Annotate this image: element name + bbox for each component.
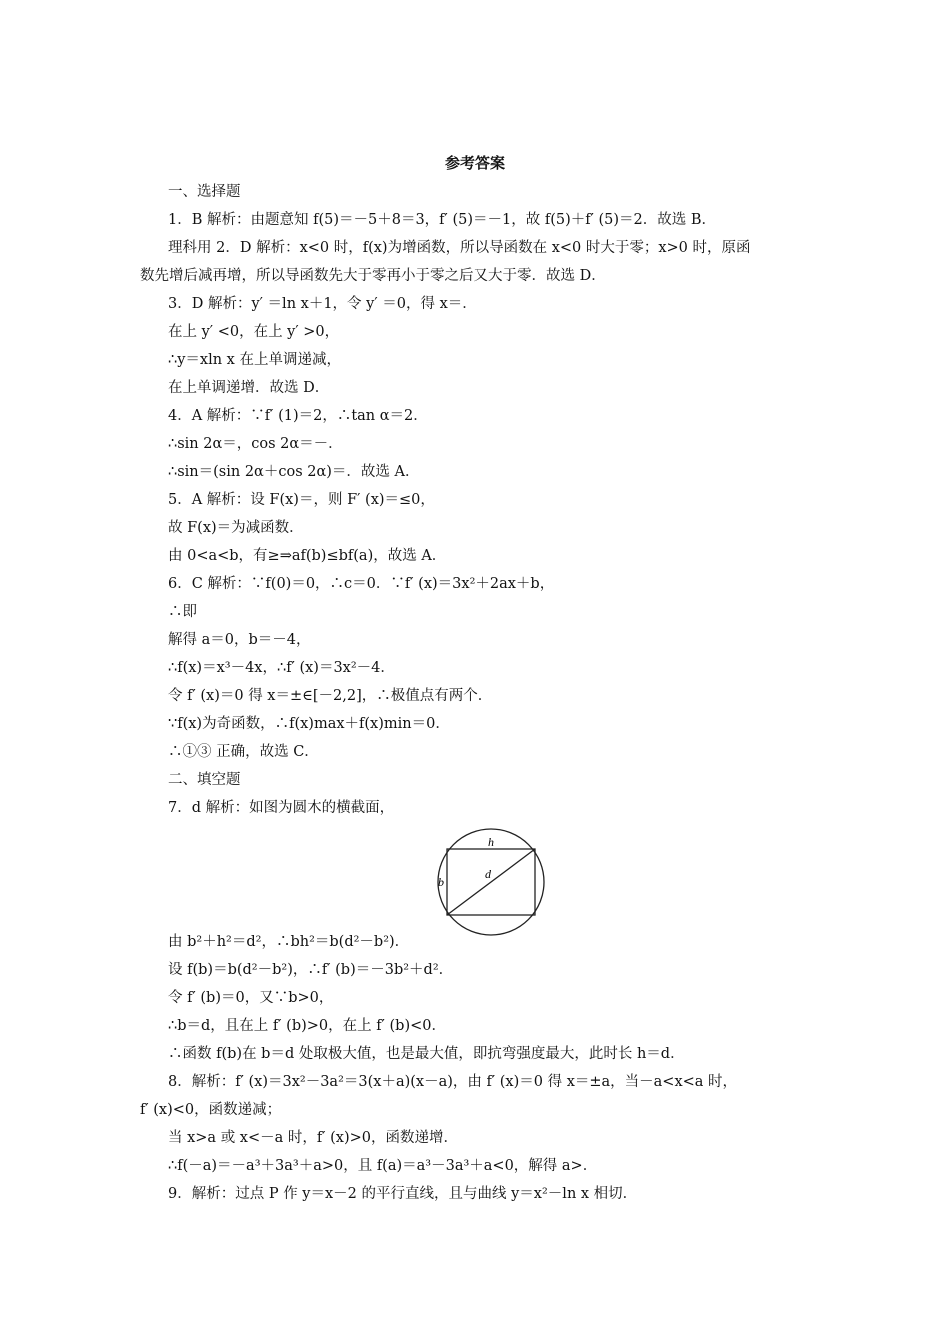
circle-rectangle-figure	[436, 827, 546, 937]
label-h: h	[488, 835, 494, 849]
answer-line: 由 b²＋h²＝d²，∴bh²＝b(d²－b²)．	[168, 934, 410, 950]
answer-line: 5．A 解析：设 F(x)＝，则 F′ (x)＝≤0，	[168, 492, 435, 508]
answer-line: ∴b＝d，且在上 f′ (b)>0，在上 f′ (b)<0．	[168, 1018, 446, 1034]
answer-line: 数先增后减再增，所以导函数先大于零再小于零之后又大于零．故选 D．	[140, 268, 606, 284]
answer-line: ∵f(x)为奇函数，∴f(x)max＋f(x)min＝0．	[168, 716, 450, 732]
diagonal-line	[447, 849, 535, 915]
answer-line: 3．D 解析：y′ ＝ln x＋1，令 y′ ＝0，得 x＝．	[168, 296, 477, 312]
answer-line: ∴①③ 正确，故选 C．	[168, 744, 319, 760]
answer-line: f′ (x)<0，函数递减；	[140, 1102, 282, 1118]
label-b: b	[438, 875, 444, 889]
answer-line: ∴f(－a)＝－a³＋3a³＋a>0，且 f(a)＝a³－3a³＋a<0，解得 a>．	[168, 1158, 598, 1174]
answer-line: 4．A 解析：∵f′ (1)＝2，∴tan α＝2．	[168, 408, 428, 424]
answer-line: 由 0<a<b，有≥⇒af(b)≤bf(a)，故选 A．	[168, 548, 447, 564]
answer-line: ∴f(x)＝x³－4x，∴f′ (x)＝3x²－4．	[168, 660, 395, 676]
answer-line: ∴y＝xln x 在上单调递减，	[168, 352, 341, 368]
answer-line: ∴sin＝(sin 2α＋cos 2α)＝．故选 A．	[168, 464, 420, 480]
answer-line: ∴即	[168, 604, 197, 620]
page-title: 参考答案	[444, 154, 505, 172]
answer-line: 解得 a＝0，b＝－4，	[168, 632, 311, 648]
answer-line: 令 f′ (b)＝0，又∵b>0，	[168, 990, 334, 1006]
answer-line: 当 x>a 或 x<－a 时，f′ (x)>0，函数递增．	[168, 1130, 459, 1146]
answer-line: 9．解析：过点 P 作 y＝x－2 的平行直线，且与曲线 y＝x²－ln x 相切．	[168, 1186, 638, 1202]
section-heading: 二、填空题	[168, 772, 241, 788]
answer-line: 在上 y′ <0，在上 y′ >0，	[168, 324, 340, 340]
answer-line: 设 f(b)＝b(d²－b²)，∴f′ (b)＝－3b²＋d²．	[168, 962, 454, 978]
section-heading: 一、选择题	[168, 184, 241, 200]
answer-line: 1．B 解析：由题意知 f(5)＝－5＋8＝3，f′ (5)＝－1，故 f(5)＋f′ (5)＝2．故选 B．	[168, 212, 717, 228]
answer-line: 理科用 2．D 解析：x<0 时，f(x)为增函数，所以导函数在 x<0 时大于零；x>0 时，原函	[168, 240, 751, 256]
answer-line: 7．d 解析：如图为圆木的横截面，	[168, 800, 395, 816]
answer-line: 8．解析：f′ (x)＝3x²－3a²＝3(x＋a)(x－a)，由 f′ (x)＝0 得 x＝±a，当－a<x<a 时，	[168, 1074, 738, 1090]
answer-line: 在上单调递增．故选 D．	[168, 380, 330, 396]
answer-line: 令 f′ (x)＝0 得 x＝±∈[－2,2]，∴极值点有两个．	[168, 688, 493, 704]
answer-line: ∴sin 2α＝，cos 2α＝－．	[168, 436, 343, 452]
label-d: d	[485, 867, 491, 881]
answer-line: 故 F(x)＝为减函数．	[168, 520, 304, 536]
answer-line: ∴函数 f(b)在 b＝d 处取极大值，也是最大值，即抗弯强度最大，此时长 h＝d．	[168, 1046, 685, 1062]
answer-line: 6．C 解析：∵f(0)＝0，∴c＝0．∵f′ (x)＝3x²＋2ax＋b，	[168, 576, 555, 592]
